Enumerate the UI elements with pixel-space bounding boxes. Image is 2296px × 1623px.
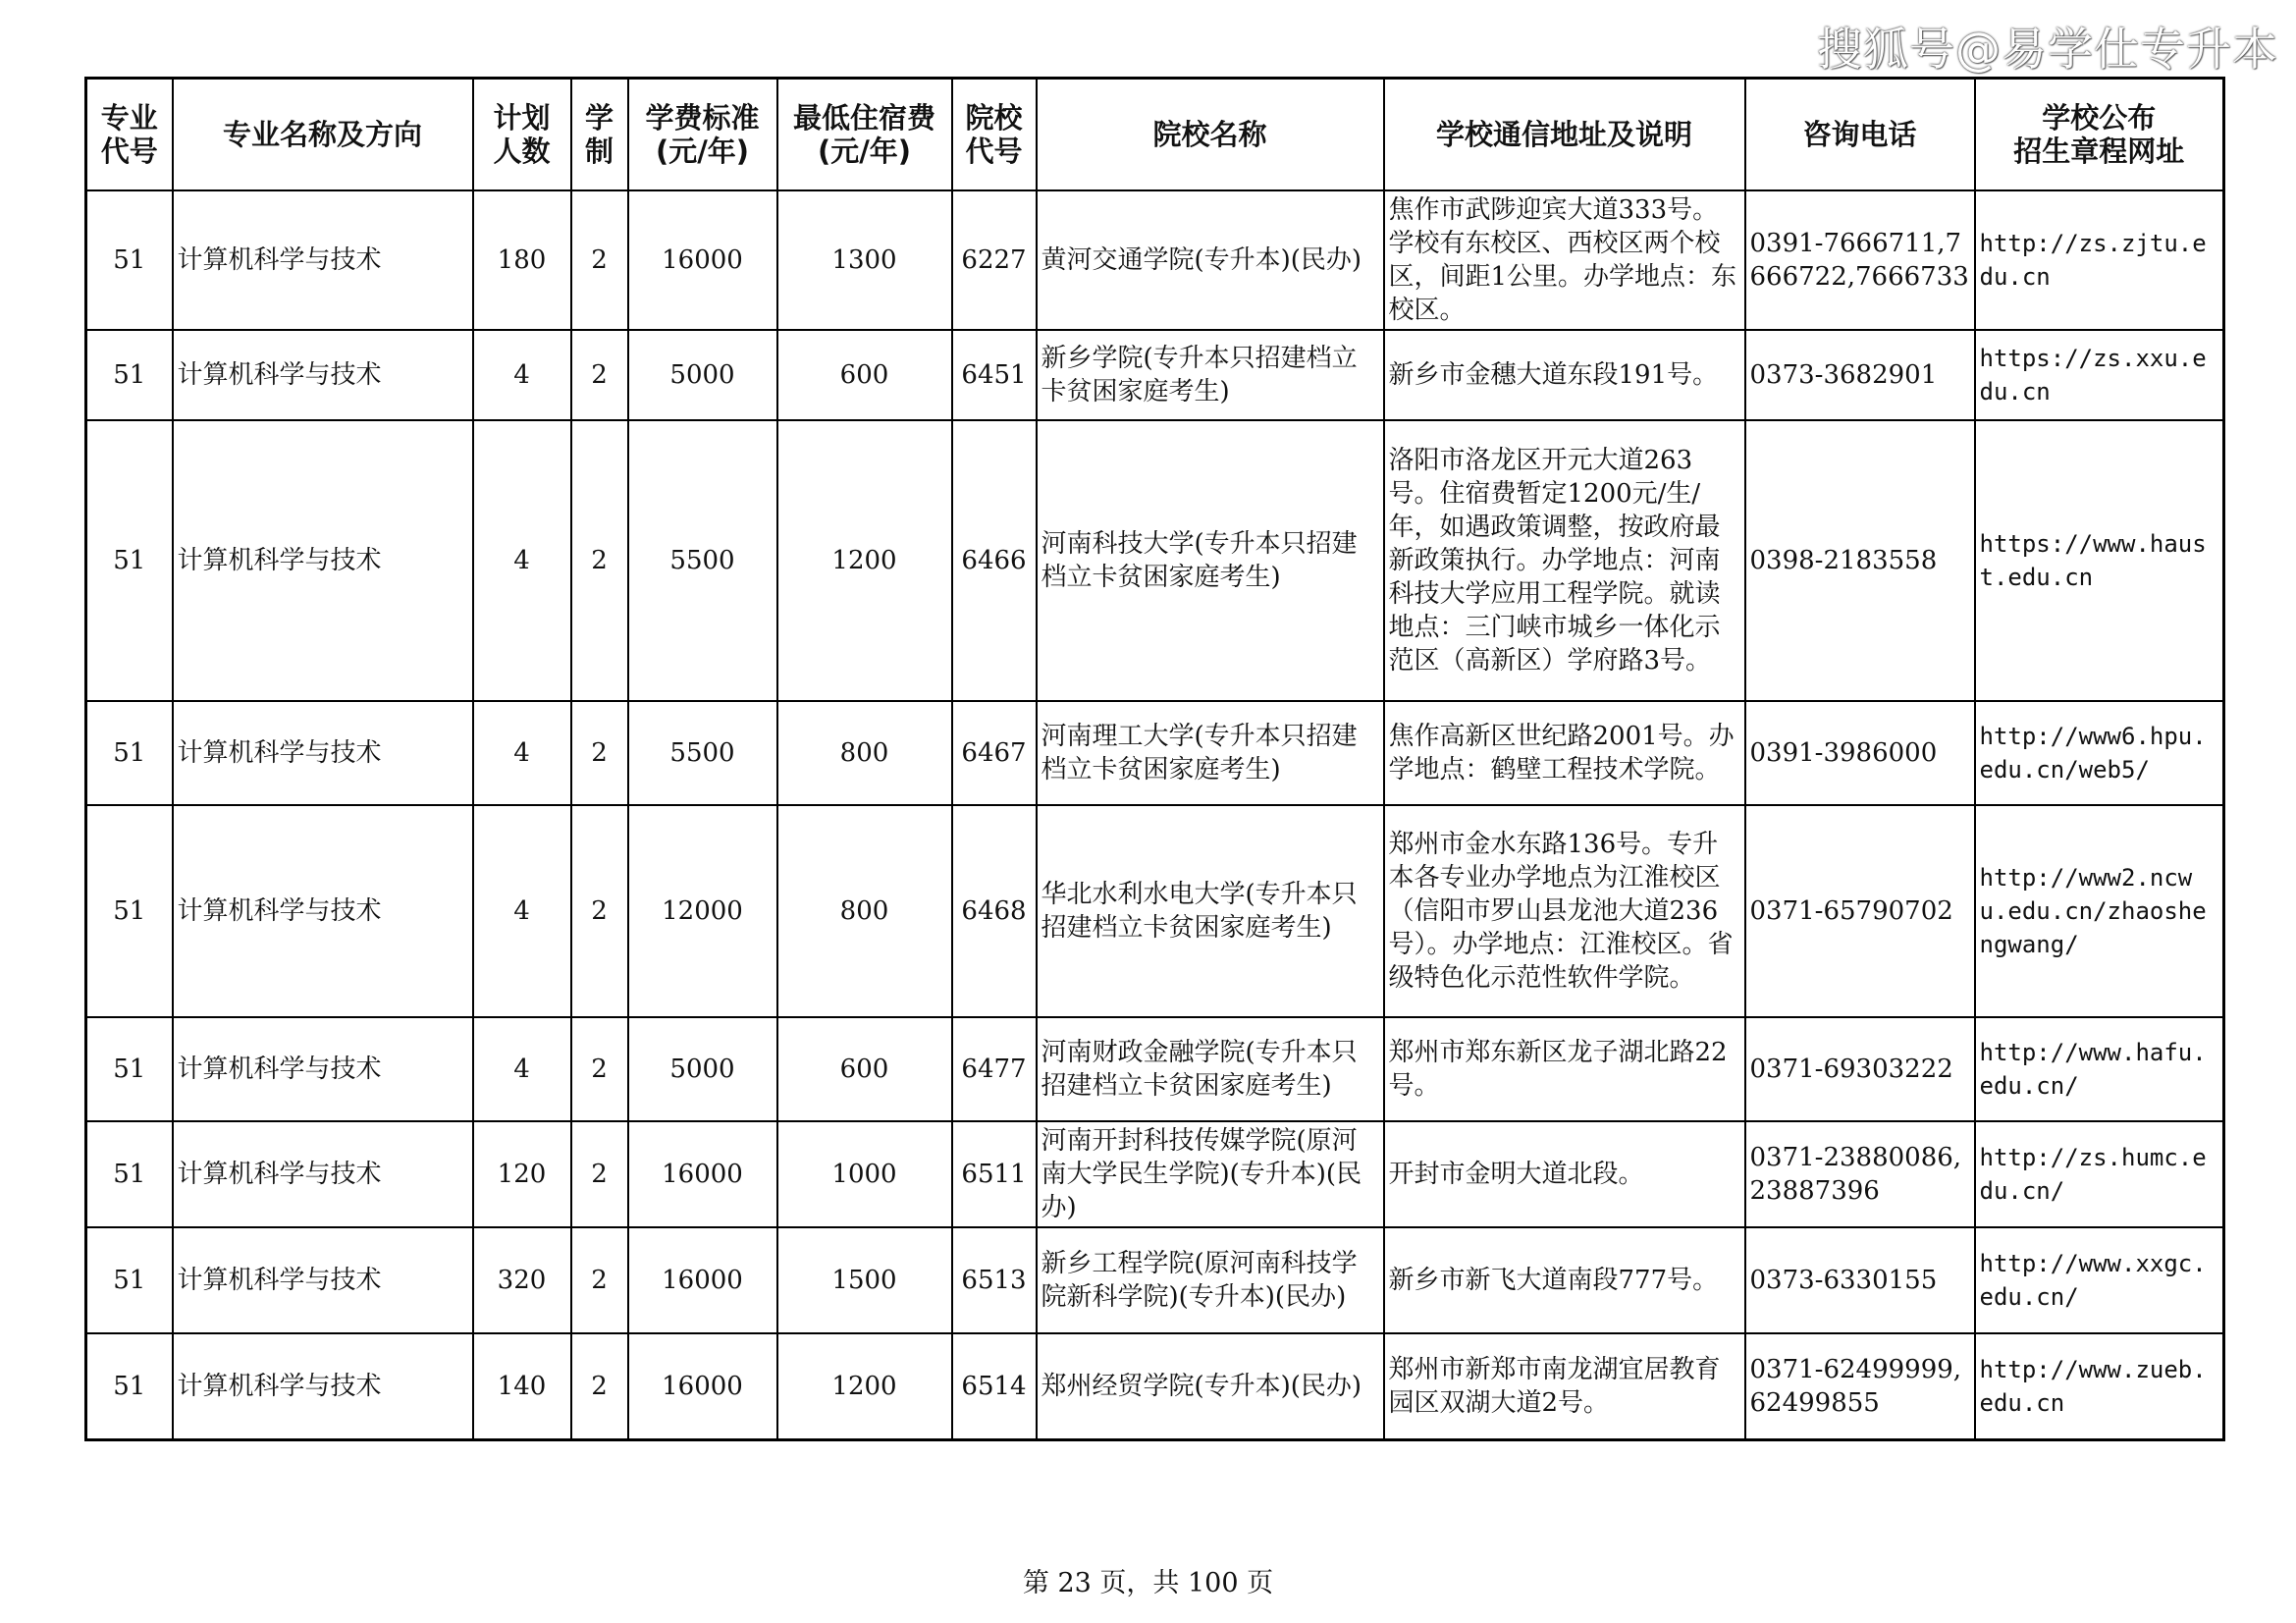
phone-cell: 0371-69303222 [1745,1017,1975,1121]
table-header [86,79,2224,191]
header-line: 咨询电话 [1802,118,1917,151]
tuition-cell: 16000 [628,190,777,330]
table-row [86,190,2224,330]
major-name-cell: 计算机科学与技术 [173,805,473,1017]
major-name-header [173,79,473,191]
address-cell: 新乡市新飞大道南段777号。 [1384,1227,1745,1333]
page-footer: 第 23 页，共 100 页 [1022,1568,1274,1598]
lodging-cell: 1200 [777,1333,952,1439]
phone-header [1745,79,1975,191]
plan-count-cell: 4 [473,330,571,420]
phone-cell: 0373-3682901 [1745,330,1975,420]
major-name-cell: 计算机科学与技术 [173,1227,473,1333]
header-line: (元/年) [817,135,912,168]
table-row [86,1227,2224,1333]
school-name-header [1037,79,1384,191]
header-line: 计划 [493,101,551,135]
school-name-cell: 河南理工大学(专升本只招建档立卡贫困家庭考生) [1037,701,1384,805]
years-cell: 2 [571,805,628,1017]
school-code-cell: 6227 [952,190,1037,330]
header-line: 院校名称 [1152,118,1267,151]
school-name-cell: 河南开封科技传媒学院(原河南大学民生学院)(专升本)(民办) [1037,1121,1384,1227]
table-row [86,420,2224,701]
school-code-cell: 6477 [952,1017,1037,1121]
tuition-cell: 5000 [628,1017,777,1121]
years-cell: 2 [571,190,628,330]
school-code-cell: 6468 [952,805,1037,1017]
header-line: 学费标准 [645,101,760,135]
header-line: 制 [584,135,614,168]
url-cell: http://www6.hpu.edu.cn/web5/ [1975,701,2224,805]
table-row [86,330,2224,420]
header-line: 招生章程网址 [2013,135,2185,168]
lodging-cell: 600 [777,330,952,420]
school-name-cell: 河南科技大学(专升本只招建档立卡贫困家庭考生) [1037,420,1384,701]
school-name-cell: 郑州经贸学院(专升本)(民办) [1037,1333,1384,1439]
years-cell: 2 [571,1333,628,1439]
plan-count-cell: 140 [473,1333,571,1439]
lodging-cell: 800 [777,805,952,1017]
address-cell: 洛阳市洛龙区开元大道263号。住宿费暂定1200元/生/年，如遇政策调整，按政府最新政策执行。办学地点：河南科技大学应用工程学院。就读地点：三门峡市城乡一体化示范区（高新区）学府路3号。 [1384,420,1745,701]
major-code-cell: 51 [86,420,173,701]
table-row [86,701,2224,805]
major-name-cell: 计算机科学与技术 [173,1333,473,1439]
phone-cell: 0373-6330155 [1745,1227,1975,1333]
school-name-cell: 黄河交通学院(专升本)(民办) [1037,190,1384,330]
school-code-cell: 6511 [952,1121,1037,1227]
lodging-cell: 800 [777,701,952,805]
school-name-cell: 新乡工程学院(原河南科技学院新科学院)(专升本)(民办) [1037,1227,1384,1333]
major-code-cell: 51 [86,190,173,330]
lodging-cell: 1300 [777,190,952,330]
header-line: (元/年) [655,135,750,168]
major-code-cell: 51 [86,1227,173,1333]
header-line: 专业名称及方向 [222,118,422,151]
school-code-cell: 6467 [952,701,1037,805]
lodging-cell: 600 [777,1017,952,1121]
phone-cell: 0398-2183558 [1745,420,1975,701]
url-cell: https://www.haust.edu.cn [1975,420,2224,701]
major-code-cell: 51 [86,805,173,1017]
tuition-cell: 16000 [628,1333,777,1439]
phone-cell: 0371-65790702 [1745,805,1975,1017]
phone-cell: 0371-23880086,23887396 [1745,1121,1975,1227]
tuition-cell: 12000 [628,805,777,1017]
url-cell: http://www.zueb.edu.cn [1975,1333,2224,1439]
lodging-header [777,79,952,191]
plan-count-cell: 4 [473,1017,571,1121]
school-code-cell: 6451 [952,330,1037,420]
years-cell: 2 [571,701,628,805]
years-cell: 2 [571,420,628,701]
major-name-cell: 计算机科学与技术 [173,420,473,701]
url-header [1975,79,2224,191]
phone-cell: 0391-7666711,7666722,7666733 [1745,190,1975,330]
header-line: 代号 [100,135,158,168]
major-code-header [86,79,173,191]
tuition-cell: 16000 [628,1227,777,1333]
lodging-cell: 1200 [777,420,952,701]
major-name-cell: 计算机科学与技术 [173,190,473,330]
major-name-cell: 计算机科学与技术 [173,1017,473,1121]
table-body [86,190,2224,1439]
plan-count-cell: 4 [473,420,571,701]
url-cell: https://zs.xxu.edu.cn [1975,330,2224,420]
address-cell: 郑州市金水东路136号。专升本各专业办学地点为江淮校区（信阳市罗山县龙池大道236号）。办学地点：江淮校区。省级特色化示范性软件学院。 [1384,805,1745,1017]
phone-cell: 0391-3986000 [1745,701,1975,805]
address-cell: 郑州市新郑市南龙湖宜居教育园区双湖大道2号。 [1384,1333,1745,1439]
address-cell: 焦作市武陟迎宾大道333号。学校有东校区、西校区两个校区，间距1公里。办学地点：东校区。 [1384,190,1745,330]
plan-count-header [473,79,571,191]
tuition-header [628,79,777,191]
years-cell: 2 [571,330,628,420]
phone-cell: 0371-62499999,62499855 [1745,1333,1975,1439]
header-line: 院校 [965,101,1023,135]
lodging-cell: 1000 [777,1121,952,1227]
address-cell: 焦作高新区世纪路2001号。办学地点：鹤壁工程技术学院。 [1384,701,1745,805]
header-row [86,79,2224,191]
major-code-cell: 51 [86,1017,173,1121]
header-line: 学校通信地址及说明 [1435,118,1692,151]
plan-count-cell: 4 [473,805,571,1017]
tuition-cell: 5500 [628,420,777,701]
url-cell: http://www.xxgc.edu.cn/ [1975,1227,2224,1333]
table-row [86,1333,2224,1439]
plan-count-cell: 4 [473,701,571,805]
school-name-cell: 河南财政金融学院(专升本只招建档立卡贫困家庭考生) [1037,1017,1384,1121]
school-code-cell: 6513 [952,1227,1037,1333]
table-row [86,805,2224,1017]
address-header [1384,79,1745,191]
major-code-cell: 51 [86,1121,173,1227]
years-header [571,79,628,191]
lodging-cell: 1500 [777,1227,952,1333]
address-cell: 新乡市金穗大道东段191号。 [1384,330,1745,420]
major-code-cell: 51 [86,1333,173,1439]
url-cell: http://www.hafu.edu.cn/ [1975,1017,2224,1121]
table-row [86,1121,2224,1227]
address-cell: 郑州市郑东新区龙子湖北路22号。 [1384,1017,1745,1121]
major-name-cell: 计算机科学与技术 [173,330,473,420]
header-line: 学 [584,101,614,135]
url-cell: http://zs.humc.edu.cn/ [1975,1121,2224,1227]
address-cell: 开封市金明大道北段。 [1384,1121,1745,1227]
header-line: 代号 [965,135,1023,168]
major-name-cell: 计算机科学与技术 [173,701,473,805]
plan-count-cell: 120 [473,1121,571,1227]
years-cell: 2 [571,1227,628,1333]
school-name-cell: 新乡学院(专升本只招建档立卡贫困家庭考生) [1037,330,1384,420]
plan-count-cell: 180 [473,190,571,330]
school-code-cell: 6514 [952,1333,1037,1439]
major-name-cell: 计算机科学与技术 [173,1121,473,1227]
major-code-cell: 51 [86,701,173,805]
years-cell: 2 [571,1017,628,1121]
header-line: 专业 [100,101,158,135]
plan-count-cell: 320 [473,1227,571,1333]
tuition-cell: 16000 [628,1121,777,1227]
major-code-cell: 51 [86,330,173,420]
school-code-header [952,79,1037,191]
years-cell: 2 [571,1121,628,1227]
school-name-cell: 华北水利水电大学(专升本只招建档立卡贫困家庭考生) [1037,805,1384,1017]
table-row [86,1017,2224,1121]
header-line: 学校公布 [2042,101,2157,135]
header-line: 人数 [493,135,551,168]
header-line: 最低住宿费 [792,101,935,135]
watermark: 搜狐号@易学仕专升本 [1817,23,2278,76]
url-cell: http://zs.zjtu.edu.cn [1975,190,2224,330]
school-code-cell: 6466 [952,420,1037,701]
tuition-cell: 5500 [628,701,777,805]
url-cell: http://www2.ncwu.edu.cn/zhaoshengwang/ [1975,805,2224,1017]
admission-table [84,77,2225,1441]
tuition-cell: 5000 [628,330,777,420]
